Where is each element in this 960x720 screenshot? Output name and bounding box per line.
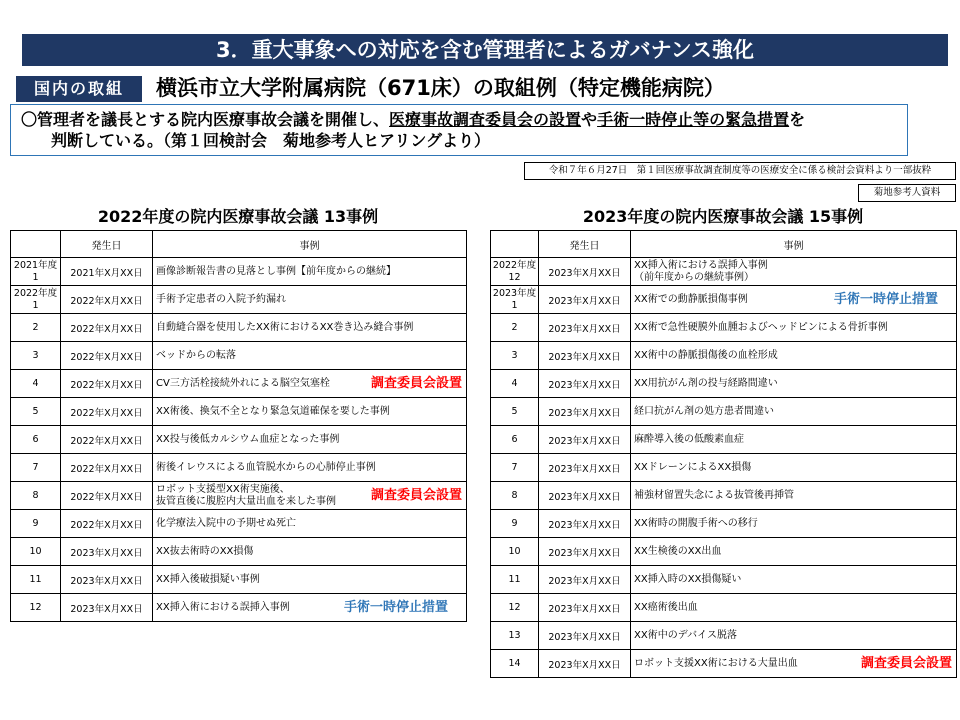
case-number bbox=[491, 454, 539, 482]
table-row bbox=[11, 342, 467, 370]
case-number bbox=[11, 594, 61, 622]
case-number bbox=[11, 398, 61, 426]
case-description bbox=[153, 398, 467, 426]
surgery-suspension-tag: 手術一時停止措置 bbox=[343, 599, 448, 615]
case-number bbox=[11, 482, 61, 510]
case-description-text: 画像診断報告書の見落とし事例【前年度からの継続】 bbox=[156, 265, 396, 277]
case-number bbox=[491, 482, 539, 510]
table-2022 bbox=[10, 230, 467, 622]
case-number bbox=[491, 342, 539, 370]
table-header-row bbox=[11, 231, 467, 258]
case-number-text: 2 bbox=[32, 321, 39, 333]
case-number bbox=[491, 566, 539, 594]
table-row bbox=[491, 454, 957, 482]
case-number-text: 12 bbox=[508, 601, 521, 613]
case-description-text: 手術予定患者の入院予約漏れ bbox=[156, 293, 286, 305]
case-number-text: 3 bbox=[511, 349, 518, 361]
case-description-text: XX挿入後破損疑い事例 bbox=[156, 573, 260, 585]
headline: 横浜市立大学附属病院（671床）の取組例（特定機能病院） bbox=[156, 76, 725, 100]
table-2022-title: 2022年度の院内医療事故会議 13事例 bbox=[97, 207, 379, 226]
occurrence-date: 2023年X月XX日 bbox=[539, 510, 631, 538]
case-number-text: 2021年度 1 bbox=[13, 259, 58, 283]
case-description bbox=[153, 538, 467, 566]
case-description bbox=[153, 314, 467, 342]
case-description bbox=[631, 454, 957, 482]
table-2023-title: 2023年度の院内医療事故会議 15事例 bbox=[582, 207, 864, 226]
table-row bbox=[11, 538, 467, 566]
case-number-text: 6 bbox=[511, 433, 518, 445]
table-row bbox=[491, 510, 957, 538]
occurrence-date: 2023年X月XX日 bbox=[539, 482, 631, 510]
case-number bbox=[491, 370, 539, 398]
case-number-text: 4 bbox=[511, 377, 518, 389]
occurrence-date: 2022年X月XX日 bbox=[61, 510, 153, 538]
case-description-text: XX術中の静脈損傷後の血栓形成 bbox=[634, 349, 778, 361]
case-description-text: XX挿入術における誤挿入事例 （前年度からの継続事例） bbox=[634, 259, 768, 283]
header-event: 事例 bbox=[631, 231, 957, 258]
table-row bbox=[11, 566, 467, 594]
occurrence-date: 2022年X月XX日 bbox=[61, 426, 153, 454]
case-description bbox=[153, 594, 467, 622]
occurrence-date: 2023年X月XX日 bbox=[539, 594, 631, 622]
case-description-text: XX癌術後出血 bbox=[634, 601, 698, 613]
occurrence-date: 2022年X月XX日 bbox=[61, 454, 153, 482]
table-row bbox=[491, 594, 957, 622]
case-number bbox=[11, 426, 61, 454]
case-description-text: XX術で急性硬膜外血腫およびヘッドピンによる骨折事例 bbox=[634, 321, 888, 333]
case-description bbox=[153, 258, 467, 286]
table-row bbox=[491, 398, 957, 426]
case-number-text: 11 bbox=[29, 573, 42, 585]
case-description bbox=[631, 258, 957, 286]
table-row bbox=[11, 286, 467, 314]
case-number bbox=[11, 258, 61, 286]
case-description-text: XX挿入時のXX損傷疑い bbox=[634, 573, 742, 585]
occurrence-date: 2023年X月XX日 bbox=[539, 426, 631, 454]
summary-bullet: 〇 bbox=[21, 110, 38, 129]
occurrence-date: 2022年X月XX日 bbox=[61, 314, 153, 342]
occurrence-date: 2023年X月XX日 bbox=[539, 314, 631, 342]
case-description bbox=[631, 594, 957, 622]
occurrence-date: 2023年X月XX日 bbox=[539, 622, 631, 650]
case-description-text: ロボット支援XX術における大量出血 bbox=[634, 657, 798, 669]
case-description bbox=[153, 370, 467, 398]
case-description-text: 経口抗がん剤の処方患者間違い bbox=[634, 405, 774, 417]
case-description bbox=[631, 622, 957, 650]
case-number bbox=[491, 650, 539, 678]
occurrence-date: 2023年X月XX日 bbox=[539, 454, 631, 482]
case-number bbox=[11, 510, 61, 538]
case-number bbox=[491, 510, 539, 538]
case-description-text: 化学療法入院中の予期せぬ死亡 bbox=[156, 517, 296, 529]
case-number-text: 7 bbox=[511, 461, 518, 473]
summary-part-3: や bbox=[581, 110, 598, 129]
case-number bbox=[11, 342, 61, 370]
table-row bbox=[11, 314, 467, 342]
case-number-text: 2022年度 12 bbox=[492, 259, 537, 283]
table-row bbox=[491, 482, 957, 510]
summary-box bbox=[10, 104, 908, 156]
summary-part-5: を bbox=[789, 110, 806, 129]
case-description bbox=[631, 510, 957, 538]
case-description bbox=[631, 286, 957, 314]
case-number-text: 5 bbox=[511, 405, 518, 417]
case-number-text: 14 bbox=[508, 657, 521, 669]
case-description-text: XX術中のデバイス脱落 bbox=[634, 629, 738, 641]
case-description-text: 術後イレウスによる血管脱水からの心肺停止事例 bbox=[156, 461, 376, 473]
occurrence-date: 2023年X月XX日 bbox=[61, 594, 153, 622]
case-number bbox=[11, 314, 61, 342]
case-description-text: XX術での動静脈損傷事例 bbox=[634, 293, 748, 305]
investigation-committee-tag: 調査委員会設置 bbox=[370, 487, 462, 503]
case-number bbox=[491, 286, 539, 314]
table-row bbox=[11, 398, 467, 426]
surgery-suspension-tag: 手術一時停止措置 bbox=[833, 291, 938, 307]
occurrence-date: 2023年X月XX日 bbox=[539, 370, 631, 398]
case-description-text: XX抜去術時のXX損傷 bbox=[156, 545, 254, 557]
case-description-text: XXドレーンによるXX損傷 bbox=[634, 461, 752, 473]
case-number-text: 11 bbox=[508, 573, 521, 585]
table-row bbox=[491, 622, 957, 650]
case-description-text: XX用抗がん剤の投与経路間違い bbox=[634, 377, 778, 389]
table-2023 bbox=[490, 230, 957, 678]
case-description bbox=[153, 426, 467, 454]
case-description bbox=[153, 454, 467, 482]
case-description bbox=[631, 398, 957, 426]
occurrence-date: 2022年X月XX日 bbox=[61, 482, 153, 510]
case-number-text: 13 bbox=[508, 629, 521, 641]
case-description bbox=[153, 286, 467, 314]
case-description bbox=[153, 510, 467, 538]
case-description-text: XX投与後低カルシウム血症となった事例 bbox=[156, 433, 340, 445]
case-description-text: ロボット支援型XX術実施後、 抜管直後に腹腔内大量出血を来した事例 bbox=[156, 483, 336, 507]
summary-line-1 bbox=[21, 109, 897, 130]
summary-emphasis-emergency: 手術一時停止等の緊急措置 bbox=[597, 110, 790, 129]
occurrence-date: 2023年X月XX日 bbox=[539, 286, 631, 314]
case-number-text: 4 bbox=[32, 377, 39, 389]
case-description bbox=[631, 538, 957, 566]
table-row bbox=[491, 286, 957, 314]
investigation-committee-tag: 調査委員会設置 bbox=[860, 655, 952, 671]
case-description-text: XX術後、換気不全となり緊急気道確保を要した事例 bbox=[156, 405, 390, 417]
header-event: 事例 bbox=[153, 231, 467, 258]
table-row bbox=[491, 314, 957, 342]
header-no bbox=[11, 231, 61, 258]
case-number bbox=[491, 398, 539, 426]
case-number bbox=[11, 454, 61, 482]
page-title: 3．重大事象への対応を含む管理者によるガバナンス強化 bbox=[22, 34, 948, 66]
source-note: 令和７年６月27日 第１回医療事故調査制度等の医療安全に係る検討会資料より一部抜粋 bbox=[524, 162, 956, 180]
table-row bbox=[11, 370, 467, 398]
case-description-text: 補強材留置失念による抜管後再挿管 bbox=[634, 489, 794, 501]
case-description bbox=[631, 482, 957, 510]
case-number-text: 3 bbox=[32, 349, 39, 361]
case-number bbox=[491, 258, 539, 286]
case-description-text: XX術時の開腹手術への移行 bbox=[634, 517, 758, 529]
case-number-text: 8 bbox=[511, 489, 518, 501]
case-number-text: 7 bbox=[32, 461, 39, 473]
table-header-row bbox=[491, 231, 957, 258]
case-description bbox=[631, 314, 957, 342]
table-row bbox=[11, 258, 467, 286]
case-description bbox=[153, 566, 467, 594]
reference-note: 菊地参考人資料 bbox=[858, 184, 956, 202]
case-number-text: 12 bbox=[29, 601, 42, 613]
occurrence-date: 2022年X月XX日 bbox=[61, 342, 153, 370]
case-number-text: 6 bbox=[32, 433, 39, 445]
occurrence-date: 2023年X月XX日 bbox=[539, 258, 631, 286]
case-number bbox=[11, 538, 61, 566]
occurrence-date: 2021年X月XX日 bbox=[61, 258, 153, 286]
case-description-text: XX挿入術における誤挿入事例 bbox=[156, 601, 290, 613]
occurrence-date: 2023年X月XX日 bbox=[539, 538, 631, 566]
header-date: 発生日 bbox=[539, 231, 631, 258]
table-row bbox=[491, 370, 957, 398]
investigation-committee-tag: 調査委員会設置 bbox=[370, 375, 462, 391]
case-description-text: ベッドからの転落 bbox=[156, 349, 236, 361]
case-number bbox=[491, 538, 539, 566]
table-row bbox=[11, 454, 467, 482]
case-description bbox=[153, 482, 467, 510]
case-description-text: XX生検後のXX出血 bbox=[634, 545, 722, 557]
case-description bbox=[631, 370, 957, 398]
summary-line-2: 判断している。（第１回検討会 菊地参考人ヒアリングより） bbox=[51, 131, 491, 150]
case-description-text: 麻酔導入後の低酸素血症 bbox=[634, 433, 744, 445]
table-row bbox=[491, 566, 957, 594]
summary-part-1: 管理者を議長とする院内医療事故会議を開催し、 bbox=[37, 110, 390, 129]
occurrence-date: 2022年X月XX日 bbox=[61, 398, 153, 426]
occurrence-date: 2023年X月XX日 bbox=[539, 342, 631, 370]
table-row bbox=[491, 426, 957, 454]
table-row bbox=[11, 594, 467, 622]
case-number-text: 2023年度 1 bbox=[492, 287, 537, 311]
case-description bbox=[153, 342, 467, 370]
case-description bbox=[631, 342, 957, 370]
occurrence-date: 2022年X月XX日 bbox=[61, 370, 153, 398]
case-number-text: 2022年度 1 bbox=[13, 287, 58, 311]
occurrence-date: 2023年X月XX日 bbox=[61, 566, 153, 594]
occurrence-date: 2023年X月XX日 bbox=[539, 566, 631, 594]
occurrence-date: 2023年X月XX日 bbox=[539, 398, 631, 426]
case-description bbox=[631, 566, 957, 594]
case-number-text: 10 bbox=[508, 545, 521, 557]
case-number-text: 5 bbox=[32, 405, 39, 417]
header-date: 発生日 bbox=[61, 231, 153, 258]
case-description bbox=[631, 650, 957, 678]
case-description-text: CV三方活栓接続外れによる脳空気塞栓 bbox=[156, 377, 330, 389]
case-number-text: 9 bbox=[511, 517, 518, 529]
case-description-text: 自動縫合器を使用したXX術におけるXX巻き込み縫合事例 bbox=[156, 321, 414, 333]
occurrence-date: 2023年X月XX日 bbox=[61, 538, 153, 566]
table-row bbox=[11, 510, 467, 538]
table-row bbox=[11, 426, 467, 454]
table-row bbox=[491, 342, 957, 370]
case-number bbox=[11, 286, 61, 314]
case-description bbox=[631, 426, 957, 454]
category-badge: 国内の取組 bbox=[16, 76, 142, 102]
table-row bbox=[491, 538, 957, 566]
case-number-text: 10 bbox=[29, 545, 42, 557]
case-number bbox=[491, 314, 539, 342]
occurrence-date: 2023年X月XX日 bbox=[539, 650, 631, 678]
case-number-text: 8 bbox=[32, 489, 39, 501]
case-number-text: 2 bbox=[511, 321, 518, 333]
summary-emphasis-investigation: 医療事故調査委員会の設置 bbox=[389, 110, 582, 129]
header-no bbox=[491, 231, 539, 258]
case-number bbox=[11, 370, 61, 398]
table-row bbox=[11, 482, 467, 510]
table-row bbox=[491, 258, 957, 286]
case-number bbox=[491, 594, 539, 622]
case-number bbox=[491, 622, 539, 650]
table-row bbox=[491, 650, 957, 678]
occurrence-date: 2022年X月XX日 bbox=[61, 286, 153, 314]
case-number-text: 9 bbox=[32, 517, 39, 529]
case-number bbox=[491, 426, 539, 454]
case-number bbox=[11, 566, 61, 594]
